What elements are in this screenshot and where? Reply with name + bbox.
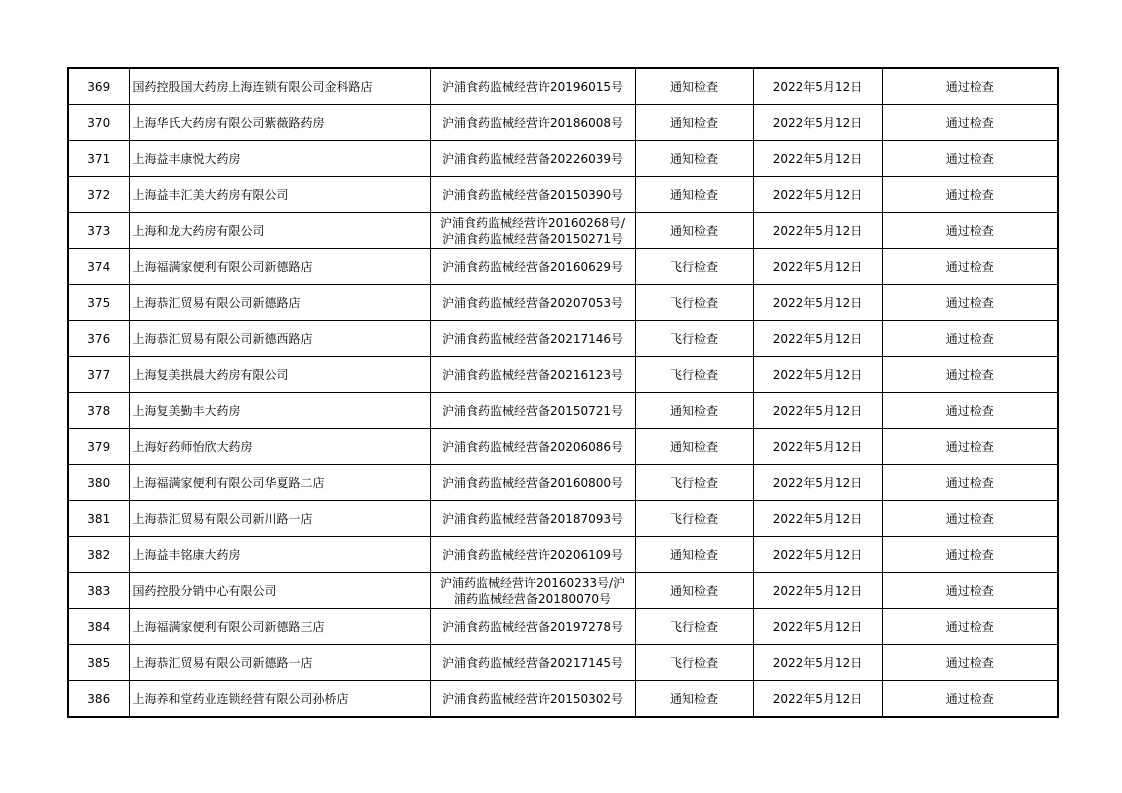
license-number-line: 沪浦食药监械经营备20187093号 bbox=[441, 511, 624, 526]
license-number-line: 沪浦食药监械经营备20160800号 bbox=[441, 475, 624, 490]
store-name-cell: 上海恭汇贸易有限公司新德路一店 bbox=[129, 645, 430, 681]
license-number-cell bbox=[430, 429, 635, 465]
license-number-cell bbox=[430, 573, 635, 609]
license-number-line: 沪浦食药监械经营备20226039号 bbox=[441, 151, 624, 166]
inspection-result-cell: 通过检查 bbox=[882, 537, 1058, 573]
license-number-line: 沪浦食药监械经营许20196015号 bbox=[441, 79, 624, 94]
store-name-cell: 上海恭汇贸易有限公司新川路一店 bbox=[129, 501, 430, 537]
license-number-cell bbox=[430, 141, 635, 177]
inspection-type-cell: 通知检查 bbox=[635, 573, 753, 609]
table-row bbox=[68, 429, 1058, 465]
license-number-cell bbox=[430, 465, 635, 501]
row-number-cell: 382 bbox=[68, 537, 129, 573]
table-row bbox=[68, 609, 1058, 645]
inspection-type-cell: 飞行检查 bbox=[635, 249, 753, 285]
store-name-cell: 上海好药师怡欣大药房 bbox=[129, 429, 430, 465]
table-row bbox=[68, 537, 1058, 573]
license-number-line: 浦药监械经营备20180070号 bbox=[453, 591, 612, 606]
inspection-result-cell: 通过检查 bbox=[882, 213, 1058, 249]
store-name-cell: 上海福满家便利有限公司华夏路二店 bbox=[129, 465, 430, 501]
store-name-cell: 上海福满家便利有限公司新德路店 bbox=[129, 249, 430, 285]
table-body bbox=[68, 68, 1058, 717]
table-row bbox=[68, 645, 1058, 681]
table-row bbox=[68, 249, 1058, 285]
table-row bbox=[68, 68, 1058, 105]
inspection-result-cell: 通过检查 bbox=[882, 177, 1058, 213]
store-name-cell: 上海益丰汇美大药房有限公司 bbox=[129, 177, 430, 213]
row-number-cell: 380 bbox=[68, 465, 129, 501]
license-number-line: 沪浦食药监械经营备20150721号 bbox=[441, 403, 624, 418]
license-number-line: 沪浦食药监械经营备20206086号 bbox=[441, 439, 624, 454]
inspection-date-cell: 2022年5月12日 bbox=[753, 537, 882, 573]
license-number-cell bbox=[430, 285, 635, 321]
inspection-result-cell: 通过检查 bbox=[882, 681, 1058, 718]
inspection-type-cell: 通知检查 bbox=[635, 393, 753, 429]
inspection-date-cell: 2022年5月12日 bbox=[753, 177, 882, 213]
inspection-result-cell: 通过检查 bbox=[882, 285, 1058, 321]
inspection-type-cell: 飞行检查 bbox=[635, 321, 753, 357]
inspection-type-cell: 飞行检查 bbox=[635, 609, 753, 645]
store-name-cell: 上海益丰康悦大药房 bbox=[129, 141, 430, 177]
row-number-cell: 378 bbox=[68, 393, 129, 429]
table-row bbox=[68, 213, 1058, 249]
license-number-line: 沪浦食药监械经营许20186008号 bbox=[441, 115, 624, 130]
store-name-cell: 上海和龙大药房有限公司 bbox=[129, 213, 430, 249]
inspection-result-cell: 通过检查 bbox=[882, 393, 1058, 429]
inspection-date-cell: 2022年5月12日 bbox=[753, 465, 882, 501]
row-number-cell: 373 bbox=[68, 213, 129, 249]
license-number-cell bbox=[430, 645, 635, 681]
license-number-line: 沪浦食药监械经营备20217146号 bbox=[441, 331, 624, 346]
license-number-line: 沪浦食药监械经营备20207053号 bbox=[441, 295, 624, 310]
inspection-date-cell: 2022年5月12日 bbox=[753, 501, 882, 537]
inspection-date-cell: 2022年5月12日 bbox=[753, 645, 882, 681]
inspection-type-cell: 通知检查 bbox=[635, 429, 753, 465]
inspection-type-cell: 通知检查 bbox=[635, 141, 753, 177]
inspection-result-cell: 通过检查 bbox=[882, 357, 1058, 393]
row-number-cell: 379 bbox=[68, 429, 129, 465]
inspection-result-cell: 通过检查 bbox=[882, 249, 1058, 285]
row-number-cell: 386 bbox=[68, 681, 129, 718]
inspection-result-cell: 通过检查 bbox=[882, 609, 1058, 645]
inspection-date-cell: 2022年5月12日 bbox=[753, 609, 882, 645]
table-row bbox=[68, 573, 1058, 609]
license-number-line: 沪浦食药监械经营备20150271号 bbox=[441, 231, 624, 246]
row-number-cell: 377 bbox=[68, 357, 129, 393]
row-number-cell: 383 bbox=[68, 573, 129, 609]
inspection-result-cell: 通过检查 bbox=[882, 321, 1058, 357]
row-number-cell: 371 bbox=[68, 141, 129, 177]
inspection-type-cell: 飞行检查 bbox=[635, 357, 753, 393]
row-number-cell: 384 bbox=[68, 609, 129, 645]
inspection-table bbox=[67, 67, 1059, 718]
inspection-date-cell: 2022年5月12日 bbox=[753, 321, 882, 357]
license-number-line: 沪浦食药监械经营许20150302号 bbox=[441, 691, 624, 706]
row-number-cell: 376 bbox=[68, 321, 129, 357]
row-number-cell: 385 bbox=[68, 645, 129, 681]
inspection-result-cell: 通过检查 bbox=[882, 573, 1058, 609]
inspection-date-cell: 2022年5月12日 bbox=[753, 393, 882, 429]
inspection-type-cell: 飞行检查 bbox=[635, 645, 753, 681]
table-row bbox=[68, 465, 1058, 501]
inspection-result-cell: 通过检查 bbox=[882, 105, 1058, 141]
license-number-line: 沪浦食药监械经营许20206109号 bbox=[441, 547, 624, 562]
inspection-result-cell: 通过检查 bbox=[882, 141, 1058, 177]
inspection-date-cell: 2022年5月12日 bbox=[753, 213, 882, 249]
license-number-line: 沪浦食药监械经营备20150390号 bbox=[441, 187, 624, 202]
inspection-date-cell: 2022年5月12日 bbox=[753, 249, 882, 285]
license-number-cell bbox=[430, 177, 635, 213]
inspection-date-cell: 2022年5月12日 bbox=[753, 105, 882, 141]
license-number-line: 沪浦食药监械经营备20217145号 bbox=[441, 655, 624, 670]
inspection-result-cell: 通过检查 bbox=[882, 501, 1058, 537]
license-number-line: 沪浦食药监械经营许20160268号/ bbox=[439, 215, 626, 230]
license-number-cell bbox=[430, 681, 635, 718]
store-name-cell: 上海复美拱晨大药房有限公司 bbox=[129, 357, 430, 393]
license-number-line: 沪浦药监械经营许20160233号/沪 bbox=[439, 575, 626, 590]
table-row bbox=[68, 321, 1058, 357]
table-row bbox=[68, 393, 1058, 429]
store-name-cell: 上海华氏大药房有限公司紫薇路药房 bbox=[129, 105, 430, 141]
inspection-type-cell: 通知检查 bbox=[635, 537, 753, 573]
table-row bbox=[68, 141, 1058, 177]
license-number-line: 沪浦食药监械经营备20197278号 bbox=[441, 619, 624, 634]
inspection-type-cell: 通知检查 bbox=[635, 105, 753, 141]
store-name-cell: 上海恭汇贸易有限公司新德西路店 bbox=[129, 321, 430, 357]
row-number-cell: 375 bbox=[68, 285, 129, 321]
license-number-cell bbox=[430, 609, 635, 645]
table-row bbox=[68, 681, 1058, 718]
store-name-cell: 国药控股分销中心有限公司 bbox=[129, 573, 430, 609]
inspection-type-cell: 飞行检查 bbox=[635, 465, 753, 501]
license-number-cell bbox=[430, 105, 635, 141]
row-number-cell: 374 bbox=[68, 249, 129, 285]
row-number-cell: 372 bbox=[68, 177, 129, 213]
inspection-date-cell: 2022年5月12日 bbox=[753, 141, 882, 177]
inspection-date-cell: 2022年5月12日 bbox=[753, 681, 882, 718]
license-number-cell bbox=[430, 357, 635, 393]
store-name-cell: 上海福满家便利有限公司新德路三店 bbox=[129, 609, 430, 645]
license-number-cell bbox=[430, 537, 635, 573]
inspection-result-cell: 通过检查 bbox=[882, 68, 1058, 105]
license-number-cell bbox=[430, 68, 635, 105]
inspection-type-cell: 通知检查 bbox=[635, 681, 753, 718]
inspection-result-cell: 通过检查 bbox=[882, 465, 1058, 501]
license-number-cell bbox=[430, 213, 635, 249]
table-row bbox=[68, 105, 1058, 141]
row-number-cell: 370 bbox=[68, 105, 129, 141]
inspection-date-cell: 2022年5月12日 bbox=[753, 68, 882, 105]
store-name-cell: 上海益丰铭康大药房 bbox=[129, 537, 430, 573]
inspection-result-cell: 通过检查 bbox=[882, 429, 1058, 465]
table-row bbox=[68, 501, 1058, 537]
inspection-date-cell: 2022年5月12日 bbox=[753, 429, 882, 465]
store-name-cell: 国药控股国大药房上海连锁有限公司金科路店 bbox=[129, 68, 430, 105]
license-number-line: 沪浦食药监械经营备20160629号 bbox=[441, 259, 624, 274]
table-row bbox=[68, 357, 1058, 393]
row-number-cell: 381 bbox=[68, 501, 129, 537]
inspection-date-cell: 2022年5月12日 bbox=[753, 285, 882, 321]
table-row bbox=[68, 177, 1058, 213]
inspection-date-cell: 2022年5月12日 bbox=[753, 573, 882, 609]
inspection-type-cell: 通知检查 bbox=[635, 177, 753, 213]
license-number-cell bbox=[430, 501, 635, 537]
inspection-type-cell: 飞行检查 bbox=[635, 285, 753, 321]
store-name-cell: 上海恭汇贸易有限公司新德路店 bbox=[129, 285, 430, 321]
inspection-type-cell: 通知检查 bbox=[635, 213, 753, 249]
row-number-cell: 369 bbox=[68, 68, 129, 105]
inspection-type-cell: 飞行检查 bbox=[635, 501, 753, 537]
inspection-date-cell: 2022年5月12日 bbox=[753, 357, 882, 393]
license-number-cell bbox=[430, 249, 635, 285]
store-name-cell: 上海复美勤丰大药房 bbox=[129, 393, 430, 429]
license-number-line: 沪浦食药监械经营备20216123号 bbox=[441, 367, 624, 382]
license-number-cell bbox=[430, 393, 635, 429]
inspection-type-cell: 通知检查 bbox=[635, 68, 753, 105]
inspection-result-cell: 通过检查 bbox=[882, 645, 1058, 681]
store-name-cell: 上海养和堂药业连锁经营有限公司孙桥店 bbox=[129, 681, 430, 718]
table-row bbox=[68, 285, 1058, 321]
license-number-cell bbox=[430, 321, 635, 357]
